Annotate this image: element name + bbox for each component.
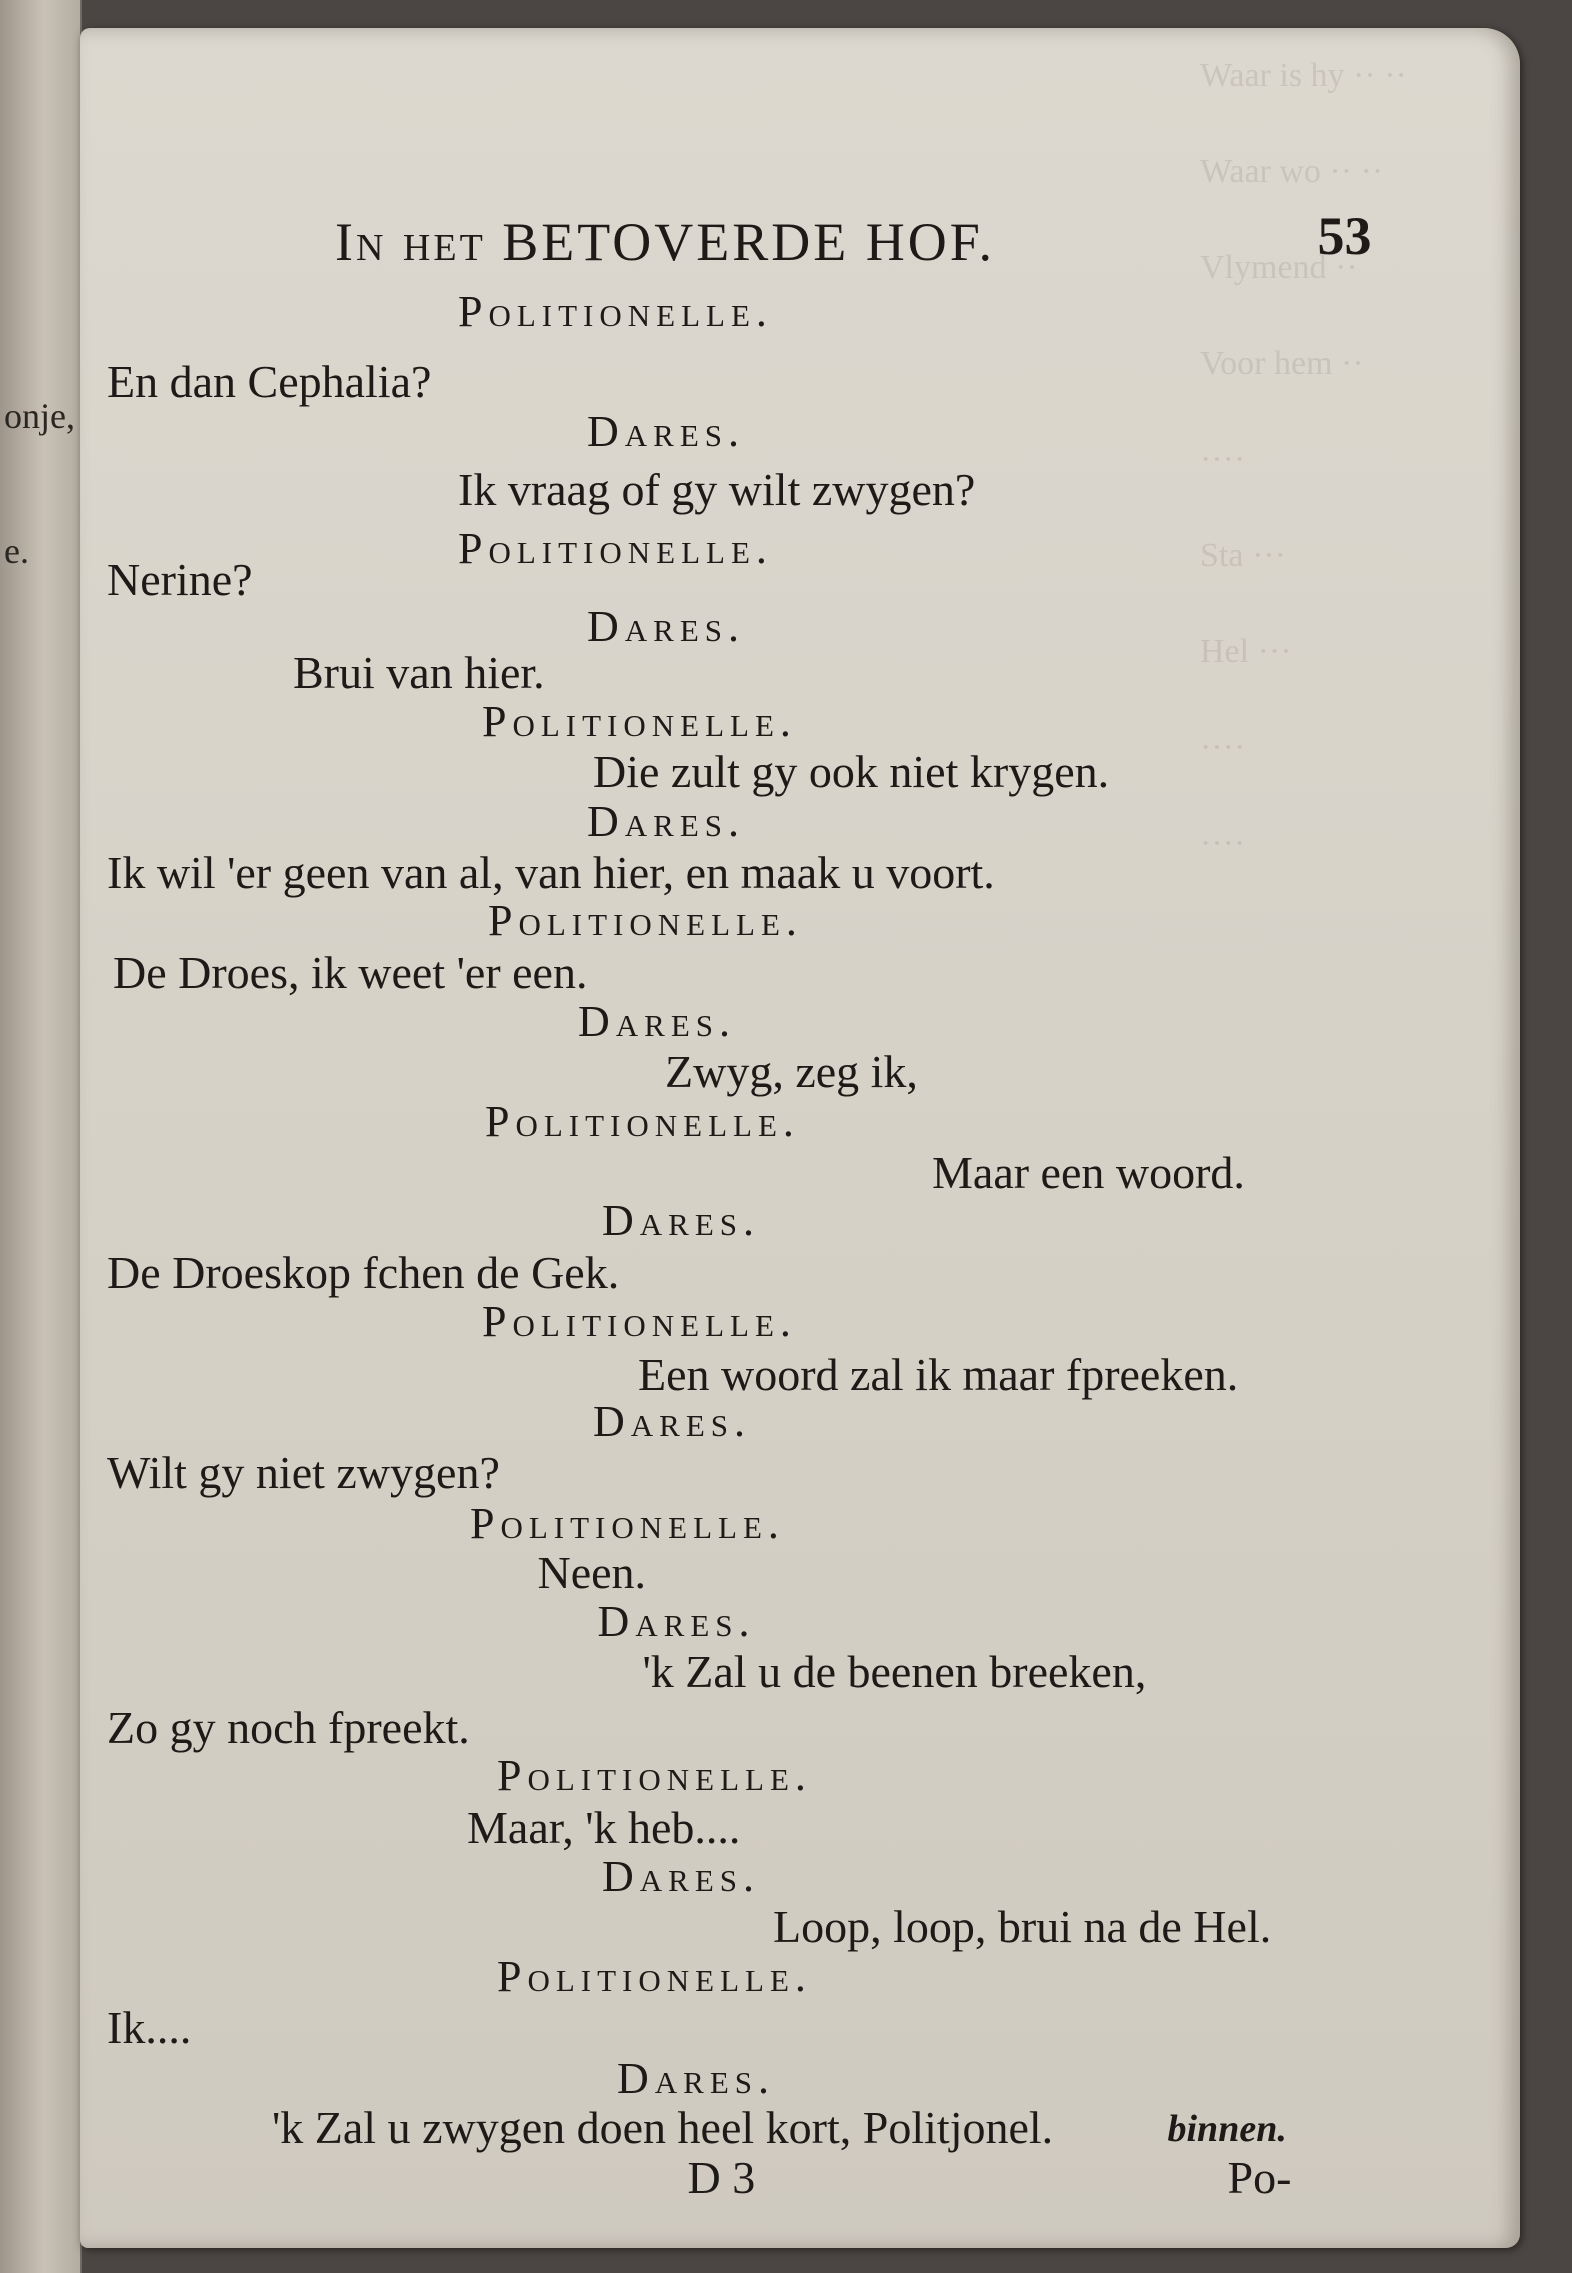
speaker-name: Dares. [617,2054,776,2103]
verse-line: Ik.... [107,2001,192,2053]
verse-line: Ik wil 'er geen van al, van hier, en maak u voort. [107,846,995,898]
catchword: Po- [1227,2151,1292,2203]
speaker-name: Politionelle. [488,896,803,945]
book-page [80,28,1520,2248]
verse-line: Brui van hier. [293,647,545,698]
signature-mark: D 3 [687,2151,756,2203]
speaker-name: Dares. [602,1851,761,1901]
verse-line: Maar een woord. [932,1146,1245,1198]
verse-line: Ik vraag of gy wilt zwygen? [458,464,976,515]
verse-line: Die zult gy ook niet krygen. [593,746,1110,797]
speaker-name: Politionelle. [470,1499,785,1548]
speaker-name: Dares. [593,1397,752,1446]
verse-line: De Droeskop fchen de Gek. [107,1247,620,1298]
speaker-name: Dares. [578,996,737,1046]
verse-line: Zo gy noch fpreekt. [107,1701,470,1753]
speaker-name: Politionelle. [497,1751,812,1800]
verse-line: Een woord zal ik maar fpreeken. [638,1349,1239,1400]
verse-line: Nerine? [107,554,253,605]
speaker-name: Politionelle. [482,1296,797,1346]
speaker-name: Politionelle. [482,696,797,746]
stage-direction: binnen. [1167,2108,1287,2150]
verse-line: Zwyg, zeg ik, [665,1046,918,1097]
verse-line: Neen. [537,1547,647,1598]
verse-line: 'k Zal u de beenen breeken, [642,1646,1147,1697]
verse-line: 'k Zal u zwygen doen heel kort, Politjonel. [272,2102,1054,2153]
speaker-name: Politionelle. [458,287,773,336]
verse-line: Maar, 'k heb.... [467,1802,741,1853]
speaker-name: Dares. [587,407,746,456]
verse-line: Wilt gy niet zwygen? [107,1446,500,1498]
left-page-fragment: e. [4,531,29,571]
bleed-through-texture: Waar is hy ·· ·· Waar wo ·· ·· Vlymend ·· Voor hem ·· ···· Sta ··· Hel ··· ···· ···· [1200,57,1407,862]
verse-line: En dan Cephalia? [107,356,432,407]
speaker-name: Politionelle. [485,1097,800,1146]
speaker-name: Dares. [602,1196,761,1245]
speaker-name: Dares. [597,1596,756,1646]
speaker-name: Dares. [587,602,746,651]
page-number: 53 [1317,206,1372,266]
running-header: In het BETOVERDE HOF. [335,212,995,272]
speaker-name: Politionelle. [458,524,773,573]
verse-line: Loop, loop, brui na de Hel. [773,1901,1272,1952]
left-page-fragment: onje, [4,396,75,436]
speaker-name: Dares. [587,797,746,846]
verse-line: De Droes, ik weet 'er een. [113,947,588,998]
left-page-edge [0,0,82,2273]
speaker-name: Politionelle. [497,1952,812,2001]
